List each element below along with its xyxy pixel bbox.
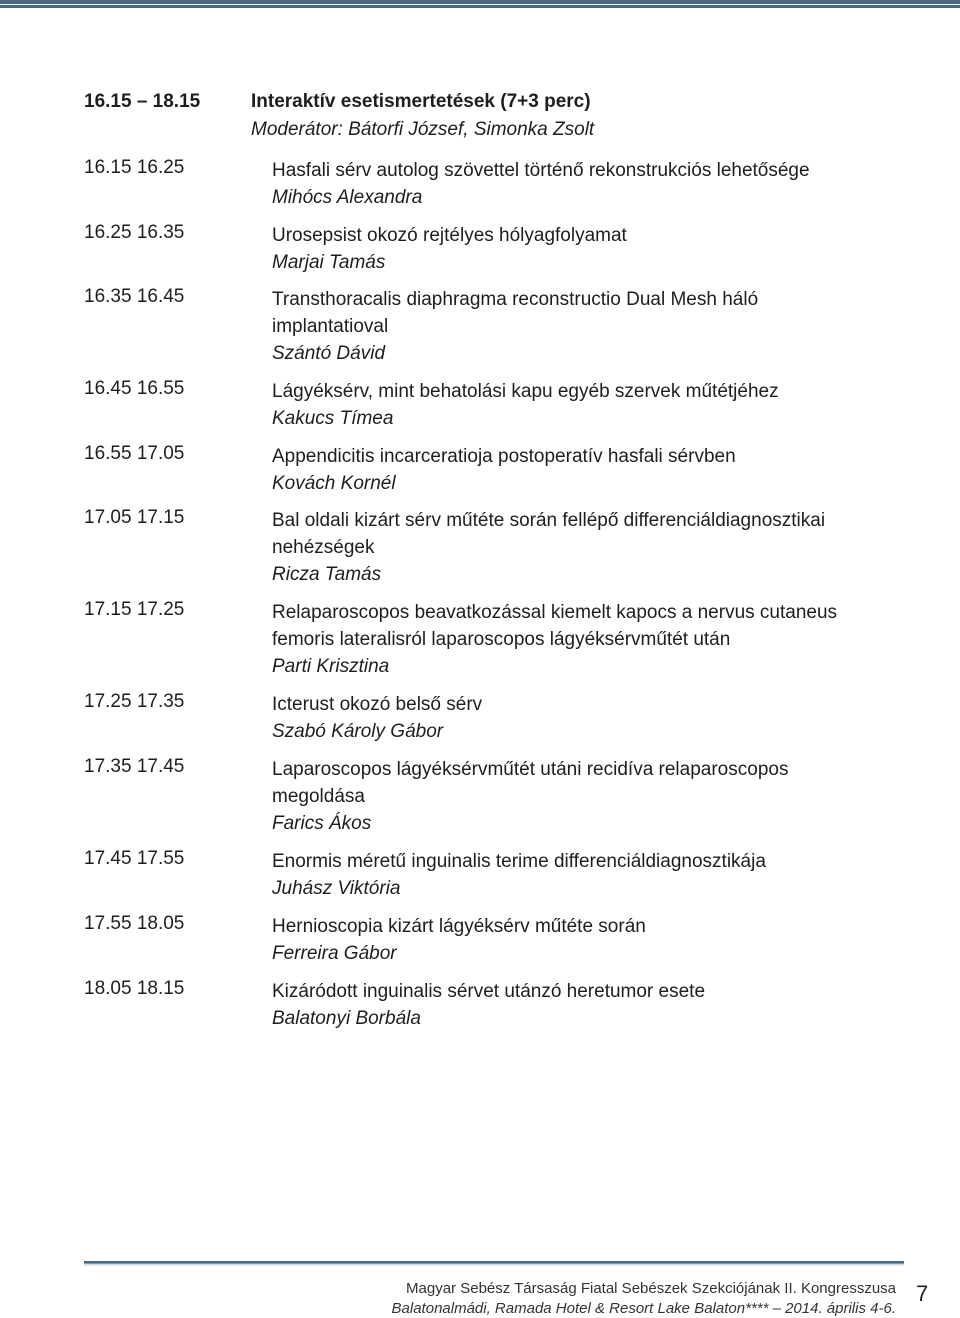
page-number: 7 — [916, 1281, 929, 1306]
program-item-title: Transthoracalis diaphragma reconstructio Dual Mesh háló implantatioval — [272, 289, 759, 337]
program-item-content — [272, 378, 892, 432]
program-item-time: 17.05 17.15 — [84, 507, 185, 528]
program-item-time: 17.15 17.25 — [84, 599, 185, 620]
footer-rule — [84, 1261, 904, 1267]
program-item-content — [272, 286, 812, 367]
program-item-content — [272, 913, 892, 967]
program-item-time: 17.35 17.45 — [84, 756, 185, 777]
program-item-content — [272, 157, 892, 211]
program-item-speaker: Kakucs Tímea — [272, 408, 394, 429]
program-item-time: 16.25 16.35 — [84, 222, 185, 243]
program-item-time: 16.15 16.25 — [84, 157, 185, 178]
program-item-speaker: Ricza Tamás — [272, 564, 382, 585]
program-item-time: 16.45 16.55 — [84, 378, 185, 399]
program-item-content — [272, 507, 872, 588]
program-item-speaker: Parti Krisztina — [272, 656, 390, 677]
program-item-title: Laparoscopos lágyéksérvműtét utáni recidíva relaparoscopos megoldása — [272, 759, 789, 807]
program-item-time: 16.35 16.45 — [84, 286, 185, 307]
program-item-speaker: Juhász Viktória — [272, 878, 401, 899]
program-item-speaker: Szántó Dávid — [272, 343, 386, 364]
program-item-time: 16.55 17.05 — [84, 443, 185, 464]
program-item-title: Hasfali sérv autolog szövettel történő rekonstrukciós lehetősége — [272, 160, 810, 181]
program-item-content — [272, 599, 882, 680]
program-item-speaker: Szabó Károly Gábor — [272, 721, 444, 742]
session-moderator: Moderátor: Bátorfi József, Simonka Zsolt — [251, 119, 595, 140]
footer-venue-date: Balatonalmádi, Ramada Hotel & Resort Lake Balaton**** – 2014. április 4-6. — [391, 1300, 896, 1317]
program-item-time: 17.25 17.35 — [84, 691, 185, 712]
program-item-speaker: Balatonyi Borbála — [272, 1008, 421, 1029]
program-item-speaker: Ferreira Gábor — [272, 943, 397, 964]
program-item-speaker: Farics Ákos — [272, 813, 372, 834]
program-item-speaker: Mihócs Alexandra — [272, 187, 423, 208]
program-item-title: Appendicitis incarceratioja postoperatív hasfali sérvben — [272, 446, 736, 467]
program-item-title: Bal oldali kizárt sérv műtéte során fellépő differenciáldiagnosztikai nehézségek — [272, 510, 826, 558]
program-item-time: 17.55 18.05 — [84, 913, 185, 934]
program-item-content — [272, 756, 832, 837]
program-item-speaker: Kovách Kornél — [272, 473, 396, 494]
program-item-title: Icterust okozó belső sérv — [272, 694, 483, 715]
session-title: Interaktív esetismertetések (7+3 perc) — [251, 91, 591, 112]
program-item-title: Urosepsist okozó rejtélyes hólyagfolyamat — [272, 225, 627, 246]
program-item-title: Lágyéksérv, mint behatolási kapu egyéb szervek műtétjéhez — [272, 381, 779, 402]
program-item-time: 18.05 18.15 — [84, 978, 185, 999]
session-time: 16.15 – 18.15 — [84, 91, 201, 112]
program-item-title: Hernioscopia kizárt lágyéksérv műtéte során — [272, 916, 646, 937]
top-accent-bar-divider — [0, 4, 960, 5]
program-item-title: Relaparoscopos beavatkozással kiemelt kapocs a nervus cutaneus femoris lateralisról laparoscopos lágyéksérvműtét után — [272, 602, 838, 650]
program-item-title: Enormis méretű inguinalis terime differenciáldiagnosztikája — [272, 851, 766, 872]
footer-congress-name: Magyar Sebész Társaság Fiatal Sebészek Szekciójának II. Kongresszusa — [406, 1280, 896, 1297]
program-item-speaker: Marjai Tamás — [272, 252, 386, 273]
program-item-content — [272, 848, 892, 902]
program-item-content — [272, 691, 892, 745]
program-item-content — [272, 443, 892, 497]
program-item-content — [272, 222, 892, 276]
program-item-content — [272, 978, 892, 1032]
program-item-title: Kizáródott inguinalis sérvet utánzó heretumor esete — [272, 981, 706, 1002]
program-item-time: 17.45 17.55 — [84, 848, 185, 869]
